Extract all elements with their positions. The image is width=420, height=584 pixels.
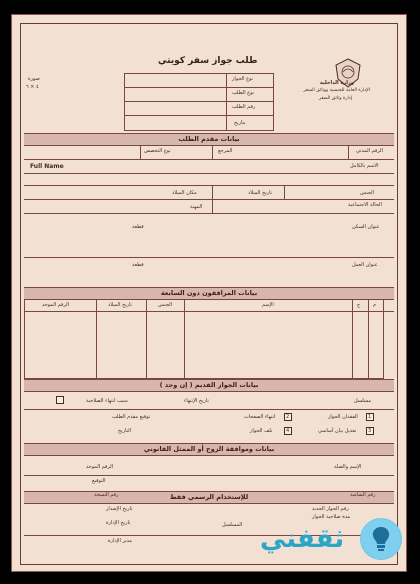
photo-size: ٤ × ٦ <box>26 84 39 90</box>
col-gender-short: ج <box>357 302 361 308</box>
full-name-en-label: Full Name <box>30 163 64 170</box>
admin-date-label: تاريخ الإدارة <box>106 520 131 526</box>
watermark-text: ثقفني <box>260 524 345 554</box>
screen-number-label: رقم الشاشة <box>350 492 376 498</box>
request-date-label: بتاريخ <box>234 120 246 126</box>
section-old-passport: بيانات الجواز القديم ( إن وجد ) <box>24 379 394 392</box>
profession-label: المهنة <box>190 204 203 210</box>
col-unified-number: الرقم الموحد <box>42 302 70 308</box>
gender-label: الجنس <box>360 190 375 196</box>
birth-date-label: تاريخ الميلاد <box>248 190 273 196</box>
home-address-label: عنوان السكن <box>352 224 380 230</box>
col-birth-date: تاريخ الميلاد <box>108 302 133 308</box>
form-page: وزارة الداخلية الإدارة العامة للجنسية ووثائق السفر إدارة وثائق السفر طلب جواز سفر كويتي نوع الجواز نوع الطلب رقم الطلب بتاريخ صورة ٤ × ٦ بيانات مقدم الطلب الرقم المدني المرجع نوع التخصص الاسم بالكامل Full Name الجنس تاريخ الميلاد مكان الميلاد الحالة الاجتماعية المهنة عنوان السكن قطعة عنوان العمل قطعة بيانات المرافقون دون السابعة م ج الإسم الجنس تاريخ الميلاد الرقم الموحد بيانات الجواز القديم ( إن وجد ) مسلسل تاريخ الإنتهاء سبب انتهاء الصلاحية 1 الفقدان الجواز 2 انتهاء الصفحات 3 تعديل بيان أساسي 4 تلف الجواز توقيع مقدم الطلب التاريخ بيانات وموافقة الزوج أو الممثل القانوني الإسم والصلة الرقم الموحد التوقيع للإستخدام الرسمي فقط رقم الشاشة رقم النسخة رقم الجواز الجديد تاريخ الإصدار مدة صلاحية الجواز المسلسل تاريخ الإدارة مدير الإدارة <box>11 14 407 572</box>
guardian-name-label: الإسم والصلة <box>334 464 362 470</box>
civil-id-label: الرقم المدني <box>356 148 383 154</box>
passport-type-label: نوع الجواز <box>232 76 254 82</box>
request-number-label: رقم الطلب <box>232 104 256 110</box>
expiry-reason-label: سبب انتهاء الصلاحية <box>86 398 128 404</box>
applicant-signature-label: توقيع مقدم الطلب <box>112 414 151 420</box>
new-passport-number-label: رقم الجواز الجديد <box>312 506 349 512</box>
marital-status-label: الحالة الاجتماعية <box>348 202 382 208</box>
section-official: للإستخدام الرسمي فقط <box>24 491 394 504</box>
ministry-line-2: الإدارة العامة للجنسية ووثائق السفر <box>303 88 370 93</box>
birth-place-label: مكان الميلاد <box>172 190 197 196</box>
full-name-ar-label: الاسم بالكامل <box>350 163 379 169</box>
col-name: الإسم <box>262 302 274 308</box>
reference-label: المرجع <box>218 148 233 154</box>
photo-label: صورة <box>28 76 40 82</box>
option-1-label: الفقدان الجواز <box>328 414 358 420</box>
validity-label: مدة صلاحية الجواز <box>312 514 351 520</box>
col-index: م <box>373 302 377 308</box>
serial-label: مسلسل <box>354 398 372 404</box>
lightbulb-logo-icon <box>360 518 402 560</box>
option-4-label: تلف الجواز <box>250 428 273 434</box>
section-companions: بيانات المرافقون دون السابعة <box>24 287 394 300</box>
option-3-label: تعديل بيان أساسي <box>318 428 357 434</box>
home-block-label: قطعة <box>132 224 144 230</box>
admin-manager-label: مدير الإدارة <box>108 538 132 544</box>
section-applicant: بيانات مقدم الطلب <box>24 133 394 146</box>
signature-date-label: التاريخ <box>118 428 131 434</box>
col-gender: الجنس <box>158 302 173 308</box>
copy-number-label: رقم النسخة <box>94 492 119 498</box>
ministry-line-1: وزارة الداخلية <box>319 80 354 86</box>
option-2-label: انتهاء الصفحات <box>244 414 276 420</box>
specialization-label: نوع التخصص <box>144 148 171 154</box>
official-serial-label: المسلسل <box>222 522 243 528</box>
form-title: طلب جواز سفر كويتي <box>158 56 258 66</box>
work-address-label: عنوان العمل <box>352 262 378 268</box>
ministry-line-3: إدارة وثائق السفر <box>318 96 352 101</box>
request-type-label: نوع الطلب <box>232 90 255 96</box>
issue-date-label: تاريخ الإصدار <box>106 506 133 512</box>
expiry-label: تاريخ الإنتهاء <box>184 398 209 404</box>
guardian-unified-label: الرقم الموحد <box>86 464 114 470</box>
reason-checkbox[interactable] <box>56 396 64 404</box>
work-block-label: قطعة <box>132 262 144 268</box>
section-guardian: بيانات وموافقة الزوج أو الممثل القانوني <box>24 443 394 456</box>
guardian-signature-label: التوقيع <box>92 478 106 484</box>
